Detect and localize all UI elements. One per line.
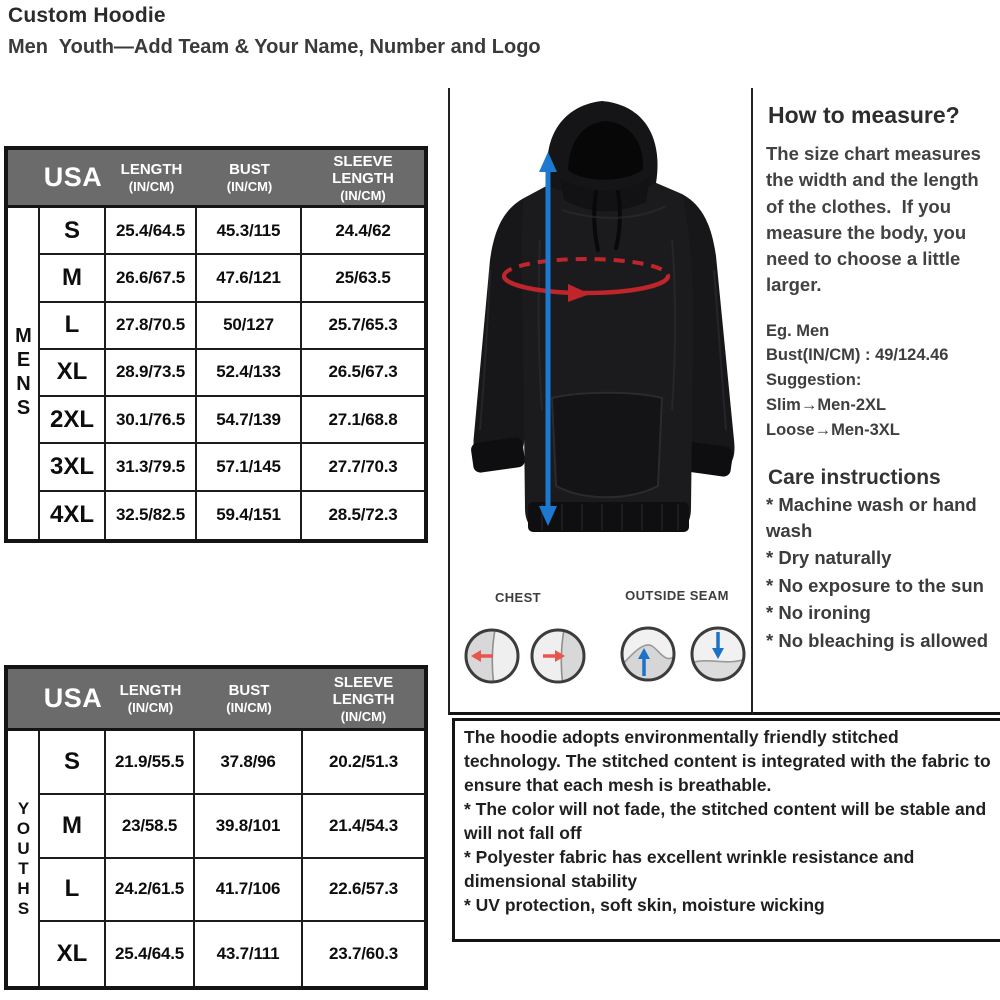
- mens-row-l-size: L: [40, 303, 106, 350]
- example-line: Eg. Men: [766, 321, 830, 340]
- mens-row-l-bust: 50/127: [197, 303, 302, 350]
- description-bullet: * UV protection, soft skin, moisture wicking: [464, 894, 825, 915]
- page-title: Custom Hoodie: [8, 4, 166, 27]
- care-item: * No ironing: [766, 602, 871, 624]
- youths-row-l-bust: 41.7/106: [195, 859, 303, 923]
- youths-row-s-length: 21.9/55.5: [106, 731, 195, 795]
- care-item: * No exposure to the sun: [766, 574, 984, 596]
- youths-header-corner: [8, 669, 40, 731]
- mens-row-xl-sleeve: 26.5/67.3: [302, 350, 424, 397]
- mens-header-sleeve: SLEEVE LENGTH (IN/CM): [302, 150, 424, 208]
- mens-row-2xl-length: 30.1/76.5: [106, 397, 197, 444]
- youths-size-table: [4, 665, 428, 990]
- care-instructions-list: [766, 492, 992, 653]
- chest-label: CHEST: [494, 590, 542, 605]
- page-subtitle: Men Youth—Add Team & Your Name, Number and Logo: [8, 36, 541, 58]
- example-line: Suggestion:: [766, 371, 862, 390]
- outside-seam-label: OUTSIDE SEAM: [625, 588, 729, 603]
- how-to-measure-panel: [753, 88, 1000, 715]
- mens-row-l-sleeve: 25.7/65.3: [302, 303, 424, 350]
- mens-row-2xl-sleeve: 27.1/68.8: [302, 397, 424, 444]
- example-line: Bust(IN/CM) : 49/124.46: [766, 346, 949, 365]
- youths-header-length: LENGTH (IN/CM): [106, 669, 195, 731]
- youths-row-m-size: M: [40, 795, 106, 859]
- mens-row-4xl-sleeve: 28.5/72.3: [328, 505, 398, 525]
- youths-row-xl-size: XL: [40, 922, 106, 986]
- hoodie-measure-panel: [448, 88, 753, 715]
- care-instructions-heading: Care instructions: [768, 466, 941, 490]
- description-bullet: * The color will not fade, the stitched content will be stable and will not fall off: [464, 799, 987, 844]
- mens-row-m-size: M: [40, 255, 106, 302]
- mens-row-m-bust: 47.6/121: [197, 255, 302, 302]
- youths-row-l-sleeve: 22.6/57.3: [303, 859, 424, 923]
- youths-row-m-sleeve: 21.4/54.3: [303, 795, 424, 859]
- care-item: * Machine wash or hand wash: [766, 494, 977, 541]
- example-line: Slim→Men-2XL: [766, 395, 887, 414]
- mens-row-s-size: S: [40, 208, 106, 255]
- youths-row-xl-length: 25.4/64.5: [106, 922, 195, 986]
- youths-row-s-sleeve: 20.2/51.3: [303, 731, 424, 795]
- care-item: * Dry naturally: [766, 547, 892, 569]
- mens-size-table: [4, 146, 428, 543]
- youths-row-l-length: 24.2/61.5: [106, 859, 195, 923]
- description-bullet: * Polyester fabric has excellent wrinkle resistance and dimensional stability: [464, 846, 915, 891]
- product-description-box: [452, 718, 1000, 942]
- mens-row-m-sleeve: 25/63.5: [302, 255, 424, 302]
- mens-row-xl-length: 28.9/73.5: [106, 350, 197, 397]
- youths-row-l-size: L: [40, 859, 106, 923]
- mens-row-s-sleeve: 24.4/62: [302, 208, 424, 255]
- how-to-measure-heading: How to measure?: [768, 102, 960, 128]
- youths-header-sleeve: SLEEVE LENGTH (IN/CM): [303, 669, 424, 731]
- youths-group-label: YOUTHS: [8, 731, 40, 986]
- care-item: * No bleaching is allowed: [766, 629, 989, 651]
- outside-seam-up-icon: [618, 624, 678, 684]
- outside-seam-down-icon: [688, 624, 748, 684]
- mens-row-s-length: 25.4/64.5: [106, 208, 197, 255]
- youths-row-xl-bust: 43.7/111: [195, 922, 303, 986]
- mens-row-3xl-bust: 57.1/145: [197, 444, 302, 491]
- youths-row-s-size: S: [40, 731, 106, 795]
- chest-measure-left-icon: [462, 626, 522, 686]
- mens-row-3xl-length: 31.3/79.5: [106, 444, 197, 491]
- youths-row-s-bust: 37.8/96: [195, 731, 303, 795]
- mens-row-l-length: 27.8/70.5: [106, 303, 197, 350]
- hoodie-image: [450, 90, 751, 585]
- chest-measure-right-icon: [528, 626, 588, 686]
- mens-row-m-length: 26.6/67.5: [106, 255, 197, 302]
- mens-header-usa: USA: [40, 150, 106, 208]
- example-line: Loose→Men-3XL: [766, 420, 900, 439]
- mens-row-2xl-bust: 54.7/139: [197, 397, 302, 444]
- mens-header-bust: BUST (IN/CM): [197, 150, 302, 208]
- description-intro: The hoodie adopts environmentally friendly stitched technology. The stitched content is integrated with the fabric to ensure that each mesh is breathable.: [464, 727, 991, 795]
- mens-row-s-bust: 45.3/115: [197, 208, 302, 255]
- youths-header-bust: BUST (IN/CM): [195, 669, 303, 731]
- mens-row-3xl-size: 3XL: [40, 444, 106, 491]
- how-to-measure-intro: The size chart measures the width and the length of the clothes. If you measure the body, you need to choose a little larger.: [766, 143, 987, 296]
- mens-row-4xl-size: 4XL: [40, 492, 106, 539]
- youths-row-m-bust: 39.8/101: [195, 795, 303, 859]
- youths-row-xl-sleeve: 23.7/60.3: [328, 944, 399, 964]
- mens-header-length: LENGTH (IN/CM): [106, 150, 197, 208]
- mens-row-3xl-sleeve: 27.7/70.3: [302, 444, 424, 491]
- youths-row-m-length: 23/58.5: [106, 795, 195, 859]
- mens-row-4xl-length: 32.5/82.5: [106, 492, 197, 539]
- mens-row-xl-bust: 52.4/133: [197, 350, 302, 397]
- mens-row-2xl-size: 2XL: [40, 397, 106, 444]
- measure-example: [766, 319, 992, 443]
- mens-group-label: MENS: [8, 208, 40, 539]
- mens-header-corner: [8, 150, 40, 208]
- mens-row-xl-size: XL: [40, 350, 106, 397]
- youths-header-usa: USA: [40, 669, 106, 731]
- mens-row-4xl-bust: 59.4/151: [197, 492, 302, 539]
